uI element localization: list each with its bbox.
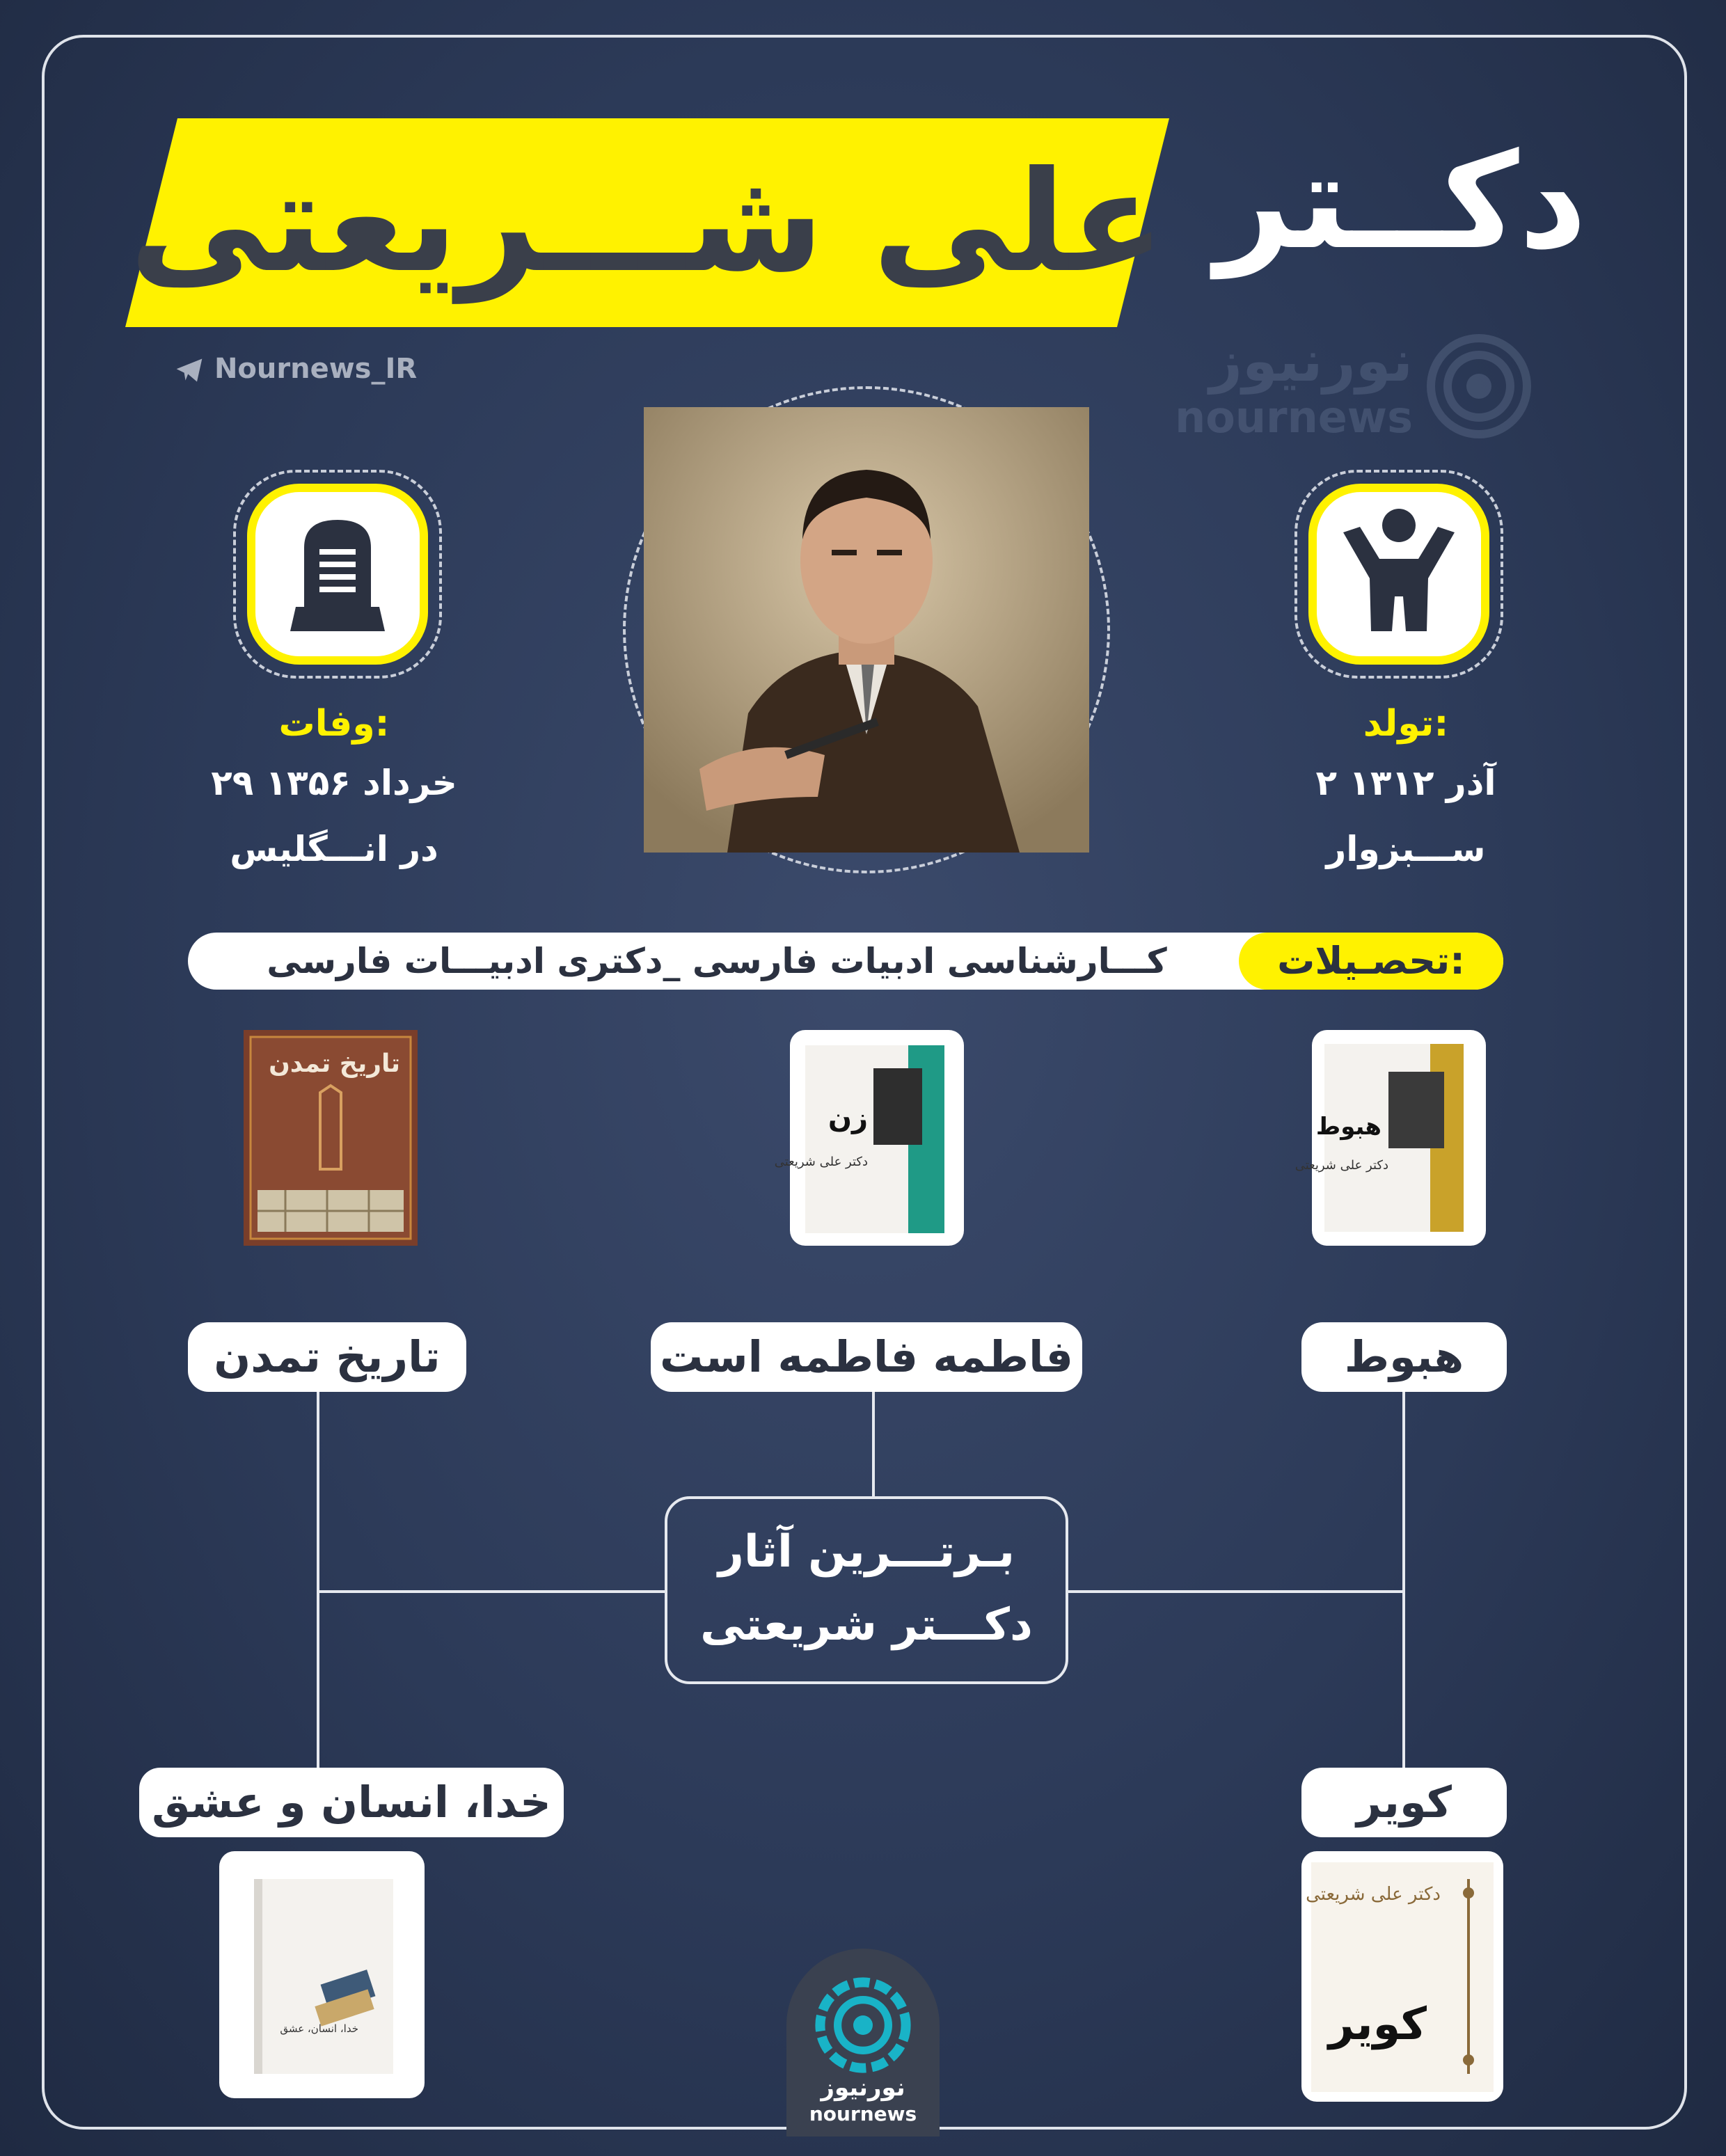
book-cover-khoda-ensan-eshgh-art [219,1851,425,2098]
connector-center-top [872,1392,875,1496]
death-date: ۲۹ خرداد ۱۳۵۶ [211,763,457,803]
svg-text:کویر: کویر [1328,1999,1427,2050]
svg-text:هبوط: هبوط [1315,1113,1381,1141]
brand-watermark [1148,327,1538,452]
portrait-illustration [644,407,1089,853]
book-cover-fatemeh-art [774,1030,964,1246]
bottom-brand-fa: نورنیوز [821,2074,905,2102]
work-title-hobut: هبوط [1301,1322,1507,1392]
connector-left-horizontal [317,1590,665,1593]
child-icon [1317,492,1481,656]
birth-place: ســـبزوار [1326,829,1486,869]
book-cover-tarikh-tamadon [244,1030,418,1246]
death-place: در انـــگلیس [230,829,438,869]
book-cover-kavir [1301,1851,1503,2102]
svg-text:دکتر علی شریعتی: دکتر علی شریعتی [774,1155,868,1169]
book-cover-hobut [1294,1030,1486,1246]
svg-text:دکتر علی شریعتی: دکتر علی شریعتی [1306,1884,1441,1905]
book-cover-kavir-art [1301,1851,1503,2102]
brand-watermark-en: nournews [1175,392,1413,443]
social-handle-text: Nournews_IR [214,353,418,385]
brand-watermark-fa: نورنیوز [1209,328,1413,395]
brand-logo-icon [1427,334,1531,438]
book-cover-hobut-art [1294,1030,1486,1246]
work-title-kavir: کویر [1301,1768,1507,1837]
book-cover-fatemeh [774,1030,964,1246]
work-title-khoda-ensan-eshgh: خدا، انسان و عشق [139,1768,564,1837]
telegram-icon [174,355,205,386]
title-name: علی شـــریعتی [129,141,1166,303]
work-title-tarikh-tamadon: تاریخ تمدن [188,1322,466,1392]
svg-text:زن: زن [828,1102,868,1134]
bottom-brand-en: nournews [809,2102,917,2125]
brand-logo-icon [814,1976,912,2074]
death-label: وفات: [278,703,390,745]
portrait-photo [644,407,1089,853]
svg-text:دکتر علی شریعتی: دکتر علی شریعتی [1294,1158,1388,1173]
title-prefix: دکــتر [1215,125,1587,278]
connector-right-horizontal [1068,1590,1405,1593]
education-label: تحصـیلات: [1277,939,1465,983]
book-cover-tarikh-tamadon-art [244,1030,418,1246]
book-cover-khoda-ensan-eshgh [219,1851,425,2098]
death-icon-box [247,484,428,665]
birth-date: ۲ آذر ۱۳۱۲ [1315,763,1496,803]
svg-text:تاریخ تمدن: تاریخ تمدن [269,1049,400,1078]
tombstone-icon [255,492,420,656]
work-title-fatemeh: فاطمه فاطمه است [651,1322,1082,1392]
bottom-brand-logo [786,1949,940,2137]
top-works-title-line2: دکـــتر شریعتی [700,1599,1033,1651]
education-value: کـــارشناسی ادبیات فارسی _دکتری ادبیـــات فارسی [267,941,1167,981]
birth-icon-box [1308,484,1489,665]
birth-label: تولد: [1363,703,1449,745]
svg-text:خدا، انسان، عشق: خدا، انسان، عشق [280,2022,358,2035]
top-works-title-line1: بـرتـــرین آثار [718,1526,1015,1578]
social-handle [174,351,466,386]
